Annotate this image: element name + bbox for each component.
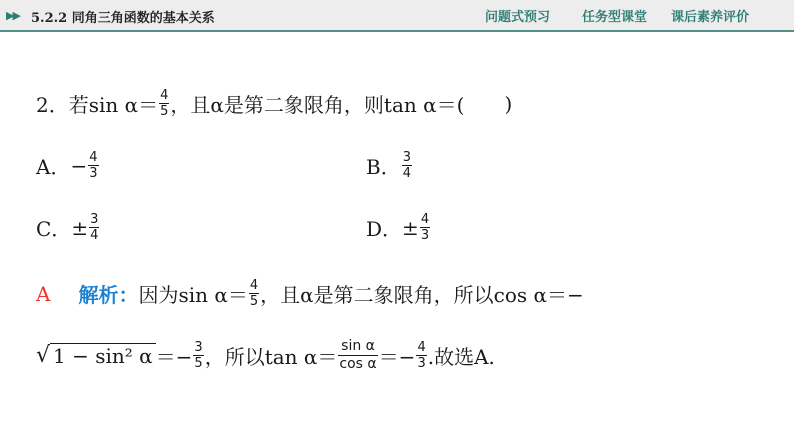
fraction-denominator: 4 — [90, 228, 99, 243]
option-b-label: B． — [366, 155, 401, 179]
solution-text-2b: ，所以tan α＝ — [204, 345, 338, 369]
fraction-numerator: 4 — [249, 278, 259, 293]
nav-preview[interactable]: 问题式预习 — [485, 10, 551, 25]
answer-letter: A — [36, 281, 51, 306]
solution-text-2d: .故选A. — [427, 345, 495, 369]
fraction-numerator: 3 — [402, 150, 411, 165]
option-a-sign: − — [70, 153, 88, 178]
radical-sign-icon: √ — [36, 342, 51, 368]
question-number: 2． — [36, 93, 69, 117]
fraction-denominator: 5 — [160, 104, 169, 119]
option-b-fraction — [402, 150, 412, 181]
fraction-denominator: cos α — [339, 356, 377, 372]
solution-text-2c: ＝− — [378, 345, 416, 369]
square-root — [36, 343, 156, 369]
nav-classroom[interactable]: 任务型课堂 — [582, 10, 648, 25]
double-arrow-icon: ▶▶ — [6, 9, 19, 22]
option-a-fraction — [88, 150, 98, 181]
fraction-numerator: 4 — [420, 212, 430, 227]
option-d-sign: ± — [402, 215, 419, 240]
solution-fraction-3 — [416, 340, 426, 371]
option-c-fraction — [89, 212, 99, 243]
fraction-numerator: 4 — [160, 88, 169, 103]
fraction-numerator: 4 — [417, 340, 426, 355]
fraction-numerator: 4 — [89, 150, 98, 165]
option-a-label: A． — [36, 155, 71, 179]
fraction-denominator: 3 — [420, 228, 430, 243]
fraction-numerator: 3 — [194, 340, 203, 355]
section-title: 5.2.2 同角三角函数的基本关系 — [31, 11, 215, 26]
tan-ratio-fraction — [338, 338, 377, 373]
fraction-denominator: 5 — [194, 356, 203, 371]
option-d-label: D． — [366, 217, 403, 241]
solution-text-2a: ＝− — [155, 345, 193, 369]
solution-line-2 — [36, 338, 495, 373]
option-c-sign: ± — [71, 215, 89, 240]
solution-fraction-2 — [193, 340, 203, 371]
fraction-numerator: 3 — [90, 212, 99, 227]
option-d[interactable] — [366, 212, 431, 243]
option-b[interactable] — [366, 150, 413, 181]
fraction-denominator: 4 — [402, 166, 411, 181]
question-text-end: ) — [504, 91, 513, 116]
fraction-denominator: 3 — [89, 166, 98, 181]
solution-text-1a: 因为sin α＝ — [138, 283, 248, 307]
solution-text-1b: ，且α是第二象限角，所以cos α＝− — [260, 283, 584, 307]
question-stem — [36, 88, 512, 119]
option-c-label: C． — [36, 217, 72, 241]
nav-evaluation[interactable]: 课后素养评价 — [671, 10, 750, 25]
radicand: 1 − sin² α — [50, 343, 156, 369]
solution-line-1 — [36, 278, 584, 309]
header-divider — [0, 30, 794, 32]
fraction-denominator: 3 — [417, 356, 426, 371]
option-c[interactable] — [36, 212, 100, 243]
option-a[interactable] — [36, 150, 100, 181]
option-d-fraction — [420, 212, 430, 243]
header-bar — [0, 0, 794, 30]
fraction-numerator: sin α — [341, 338, 375, 354]
solution-fraction-1 — [249, 278, 259, 309]
fraction-denominator: 5 — [249, 294, 259, 309]
question-text-mid: ，且α是第二象限角，则tan α＝( — [170, 93, 465, 117]
question-text-pre: 若sin α＝ — [68, 93, 159, 117]
question-fraction — [159, 88, 169, 119]
solution-keyword: 解析： — [78, 283, 139, 307]
